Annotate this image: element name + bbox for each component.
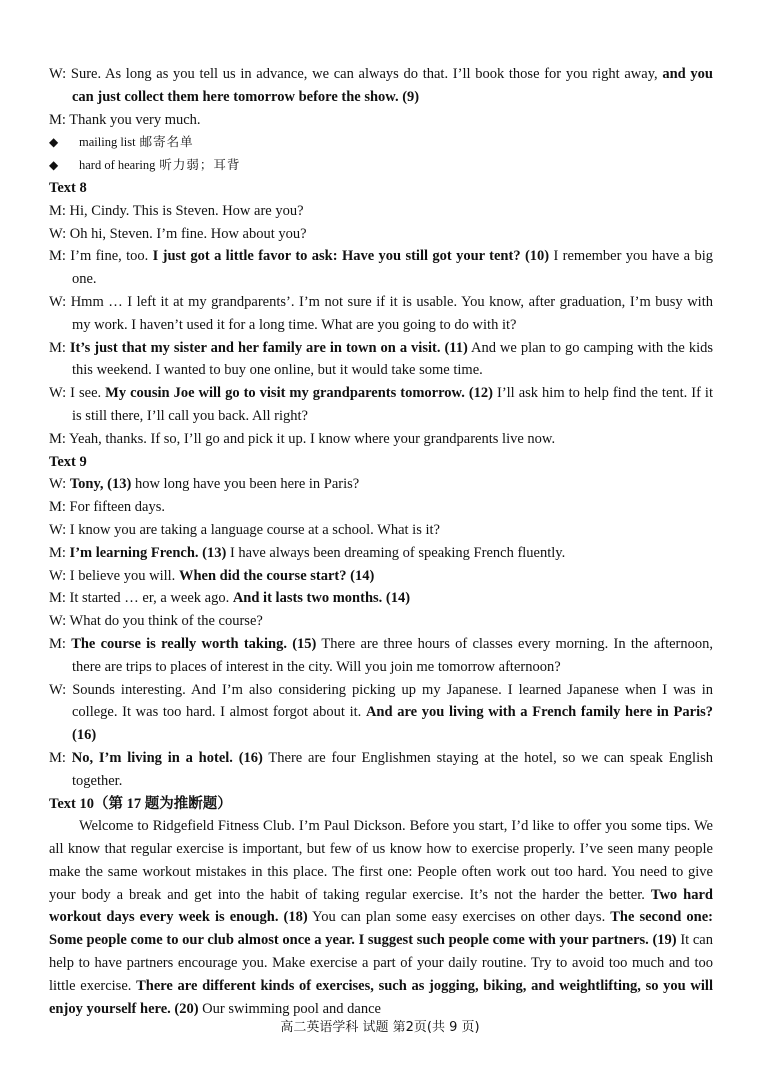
dialogue-text: M: It started … er, a week ago. <box>49 590 233 607</box>
vocab-term: hard of hearing <box>79 158 156 173</box>
section-heading <box>49 451 713 474</box>
dialogue-turn <box>49 679 713 747</box>
dialogue-text: W: Hmm … I left it at my grandparents’. I’m not sure if it is usable. You know, after graduation, I’m busy with my work. I haven’t used it for a long time. What are you going to do with it? <box>49 293 713 333</box>
answer-highlight: Text 9 <box>49 453 87 470</box>
dialogue-text: M: Yeah, thanks. If so, I’ll go and pick it up. I know where your grandparents live now. <box>49 430 556 447</box>
dialogue-text: W: What do you think of the course? <box>49 613 263 630</box>
dialogue-text: M: <box>49 544 70 561</box>
answer-highlight: I’m learning French. (13) <box>69 544 227 561</box>
document-body <box>49 63 713 1020</box>
answer-highlight: There are different kinds of exercises, such as jogging, biking, and weightlifting, so you will enjoy yourself here. (20) <box>49 977 713 1017</box>
dialogue-text: how long have you been here in Paris? <box>131 476 360 493</box>
dialogue-text: M: <box>49 635 72 652</box>
dialogue-turn <box>49 519 713 542</box>
dialogue-turn <box>49 565 713 588</box>
section-heading <box>49 793 713 816</box>
dialogue-text: I have always been dreaming of speaking French fluently. <box>226 544 566 561</box>
answer-highlight: Tony, (13) <box>69 476 132 493</box>
dialogue-turn <box>49 200 713 223</box>
answer-highlight: And it lasts two months. (14) <box>232 590 411 607</box>
dialogue-text: And we plan to go camping with the kids this weekend. I wanted to buy one online, but it would take some time. <box>72 339 714 379</box>
dialogue-text: W: I see. <box>49 385 106 402</box>
answer-highlight: It’s just that my sister and her family are in town on a visit. (11) <box>69 339 468 356</box>
dialogue-turn <box>49 63 713 109</box>
vocab-meaning: 听力弱；耳背 <box>159 158 241 173</box>
dialogue-text: M: I’m fine, too. <box>49 248 153 265</box>
dialogue-text: W: <box>49 476 70 493</box>
dialogue-turn <box>49 382 713 428</box>
dialogue-turn <box>49 109 713 132</box>
dialogue-text: Welcome to Ridgefield Fitness Club. I’m Paul Dickson. Before you start, I’d like to offer you some tips. We all know that regular exercise is important, but few of us know how to exercise properly. I’ve seen many people make the same workout mistakes in this place. The first one: People often work out too hard. You need to give your body a break and get into the habit of taking regular exercise. It’s not the harder the better. <box>49 818 713 903</box>
dialogue-text: M: Thank you very much. <box>49 111 201 128</box>
answer-highlight: Text 8 <box>49 179 87 196</box>
dialogue-turn <box>49 633 713 679</box>
answer-highlight: Text 10（第 17 题为推断题） <box>49 795 232 812</box>
dialogue-text: W: Oh hi, Steven. I’m fine. How about you? <box>49 225 307 242</box>
vocab-bullet-item <box>49 154 713 177</box>
dialogue-text: M: <box>49 339 70 356</box>
vocab-bullet-item <box>49 131 713 154</box>
answer-highlight: The second one: Some people come to our club almost once a year. I suggest such people come with your partners. (19) <box>49 909 713 949</box>
answer-highlight: No, I’m living in a hotel. (16) <box>71 749 263 766</box>
dialogue-turn <box>49 542 713 565</box>
dialogue-turn <box>49 337 713 383</box>
vocab-term: mailing list <box>79 135 136 150</box>
dialogue-turn <box>49 291 713 337</box>
dialogue-text: M: Hi, Cindy. This is Steven. How are you? <box>49 202 304 219</box>
dialogue-text: M: For fifteen days. <box>49 499 165 516</box>
dialogue-text: W: Sounds interesting. And I’m also considering picking up my Japanese. I learned Japanese when I was in college. It was too hard. I almost forgot about it. <box>49 681 713 721</box>
answer-highlight: I just got a little favor to ask: Have you still got your tent? (10) <box>152 248 550 265</box>
diamond-bullet-icon: ◆ <box>49 135 59 150</box>
answer-highlight: Two hard workout days every week is enough. (18) <box>49 886 713 926</box>
dialogue-turn <box>49 610 713 633</box>
monologue-paragraph <box>49 815 713 1020</box>
dialogue-turn <box>49 496 713 519</box>
dialogue-text: There are four Englishmen staying at the hotel, so we can speak English together. <box>72 749 713 789</box>
section-heading <box>49 177 713 200</box>
dialogue-text: M: <box>49 749 72 766</box>
dialogue-turn <box>49 223 713 246</box>
page-footer: 高二英语学科 试题 第2页(共 9 页) <box>280 1020 480 1035</box>
dialogue-text: It can help to have partners encourage you. Make exercise a part of your daily routine. Try to avoid too much and too little exercise. <box>49 932 713 994</box>
dialogue-text: W: I know you are taking a language course at a school. What is it? <box>49 521 440 538</box>
dialogue-turn <box>49 245 713 291</box>
answer-highlight: The course is really worth taking. (15) <box>71 635 317 652</box>
dialogue-text: You can plan some easy exercises on other days. <box>307 909 611 926</box>
dialogue-text: W: Sure. As long as you tell us in advance, we can always do that. I’ll book those for you right away, <box>49 66 663 82</box>
answer-highlight: and you can just collect them here tomorrow before the show. (9) <box>72 66 713 105</box>
answer-highlight: And are you living with a French family here in Paris? (16) <box>72 704 713 744</box>
diamond-bullet-icon: ◆ <box>49 158 59 173</box>
dialogue-text: Our swimming pool and dance <box>198 1000 381 1017</box>
dialogue-text: I remember you have a big one. <box>72 248 713 288</box>
dialogue-text: There are three hours of classes every morning. In the afternoon, there are trips to places of interest in the city. Will you join me tomorrow afternoon? <box>72 635 714 675</box>
vocab-meaning: 邮寄名单 <box>139 135 194 150</box>
answer-highlight: When did the course start? (14) <box>178 567 375 584</box>
dialogue-turn <box>49 587 713 610</box>
dialogue-turn <box>49 473 713 496</box>
answer-highlight: My cousin Joe will go to visit my grandparents tomorrow. (12) <box>105 385 493 402</box>
dialogue-text: W: I believe you will. <box>49 567 179 584</box>
dialogue-text: I’ll ask him to help find the tent. If it is still there, I’ll call you back. All right? <box>72 385 713 424</box>
dialogue-turn <box>49 747 713 793</box>
dialogue-turn <box>49 428 713 451</box>
